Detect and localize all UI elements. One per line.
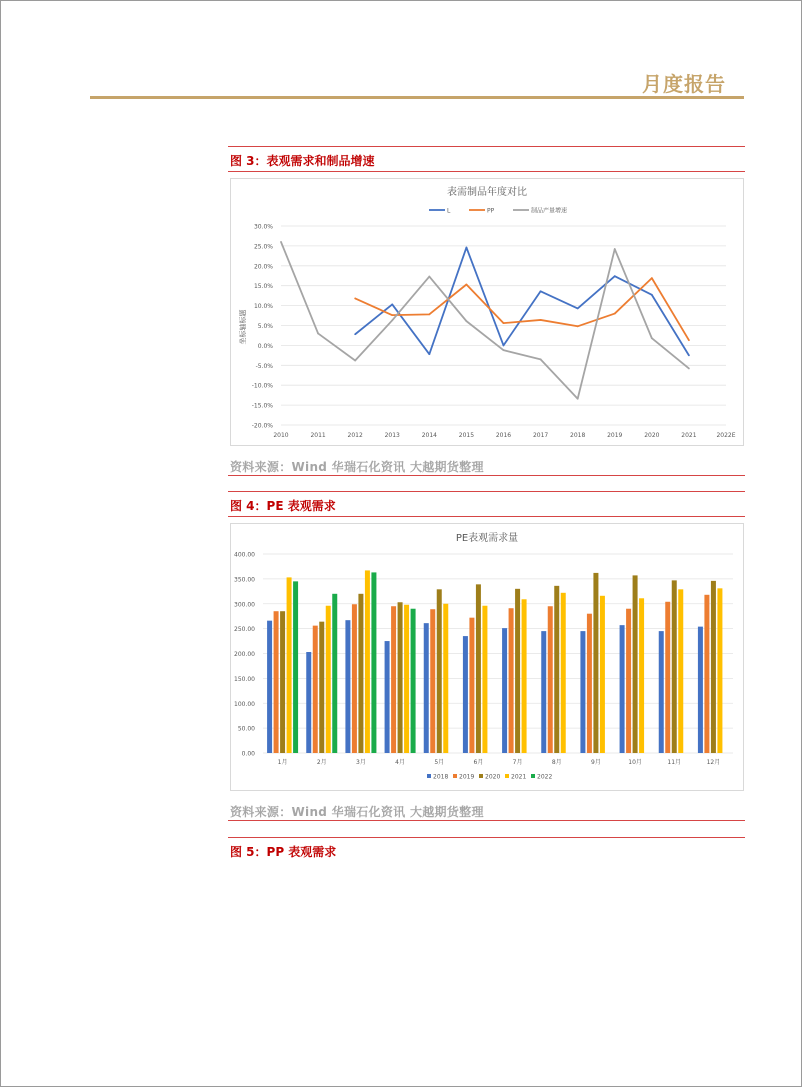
line-point (614, 313, 616, 315)
bar-2020 (515, 589, 520, 753)
bar-2020 (358, 594, 363, 753)
bar-chart-ytick: 100.00 (234, 700, 255, 708)
line-chart-ytick: 0.0% (257, 342, 273, 350)
bar-2019 (274, 611, 279, 753)
line-point (577, 325, 579, 327)
figure4-source: 资料来源：Wind 华瑞石化资讯 大越期货整理 (230, 805, 484, 819)
line-chart-xtick: 2019 (607, 432, 623, 439)
line-point (354, 333, 356, 335)
figure4-caption-rule (228, 516, 745, 517)
bar-chart-xtick: 12月 (706, 759, 721, 766)
line-point (317, 333, 319, 335)
line-point (428, 353, 430, 355)
line-point (428, 313, 430, 315)
line-chart-ytick: -20.0% (251, 422, 273, 430)
line-point (280, 241, 282, 243)
bar-chart-xtick: 4月 (395, 759, 405, 766)
bar-2020 (398, 602, 403, 753)
bar-2018 (620, 625, 625, 753)
bar-chart-ytick: 200.00 (234, 651, 255, 658)
line-point (614, 248, 616, 250)
bar-legend-swatch (505, 774, 509, 778)
line-point (391, 304, 393, 306)
bar-2021 (443, 604, 448, 753)
line-chart-xtick: 2013 (384, 432, 400, 439)
line-point (466, 284, 468, 286)
bar-2019 (391, 606, 396, 753)
line-point (688, 339, 690, 341)
line-chart-xtick: 2020 (644, 432, 660, 439)
line-point (614, 275, 616, 277)
bar-chart-xtick: 7月 (512, 759, 523, 766)
bar-chart-ytick: 250.00 (234, 626, 255, 634)
line-point (428, 276, 430, 278)
line-chart-xtick: 2011 (310, 432, 326, 439)
bar-2021 (561, 593, 566, 753)
line-point (466, 247, 468, 249)
bar-2018 (698, 627, 703, 753)
bar-2021 (600, 596, 605, 753)
bar-2021 (287, 577, 292, 753)
bar-2022 (371, 572, 376, 753)
line-chart (231, 179, 743, 445)
line-chart-xtick: 2010 (273, 432, 289, 439)
line-chart-ylabel: 坐标轴标题 (239, 309, 247, 345)
line-chart-ytick: 20.0% (253, 263, 273, 271)
bar-2019 (704, 595, 709, 753)
bar-2019 (509, 608, 514, 753)
bar-chart-ytick: 400.00 (234, 551, 255, 559)
bar-chart-ytick: 0.00 (241, 750, 255, 758)
bar-2018 (424, 623, 429, 753)
figure3-caption: 图 3：表观需求和制品增速 (230, 154, 375, 168)
bar-legend-label: 2019 (459, 773, 475, 781)
bar-2021 (639, 598, 644, 753)
bar-2020 (593, 573, 598, 753)
bar-2020 (280, 611, 285, 753)
bar-2021 (365, 570, 370, 753)
line-chart-xtick: 2022E (716, 432, 736, 439)
figure4-top-rule (228, 491, 745, 492)
line-chart-ytick: 10.0% (253, 303, 273, 311)
line-chart-xtick: 2015 (458, 432, 475, 439)
line-point (688, 354, 690, 356)
bar-chart-title: PE表观需求量 (455, 533, 519, 544)
line-chart-title: 表需制品年度对比 (447, 187, 527, 198)
bar-2018 (267, 621, 272, 753)
line-point (577, 307, 579, 309)
line-point (503, 349, 505, 351)
line-point (540, 358, 542, 360)
bar-2020 (711, 581, 716, 753)
line-legend-label: 制品产量增速 (531, 207, 568, 215)
line-point (391, 314, 393, 316)
bar-legend-swatch (427, 774, 431, 778)
line-chart-xtick: 2014 (421, 432, 437, 439)
bar-2019 (313, 626, 318, 753)
line-chart-xtick: 2021 (681, 432, 697, 439)
bar-chart-xtick: 11月 (667, 759, 682, 766)
bar-2019 (352, 604, 357, 753)
bar-2022 (332, 594, 337, 753)
figure5-caption: 图 5：PP 表观需求 (230, 845, 337, 859)
line-point (391, 319, 393, 321)
bar-2019 (626, 609, 631, 753)
bar-legend-label: 2022 (537, 773, 553, 781)
line-chart-ytick: 25.0% (253, 243, 273, 251)
bar-2019 (548, 606, 553, 753)
bar-chart (231, 524, 743, 790)
line-chart-ytick: -5.0% (255, 362, 273, 370)
figure3-bottom-rule (228, 475, 745, 476)
line-chart-ytick: 30.0% (253, 223, 273, 231)
line-point (540, 290, 542, 292)
bar-legend-swatch (453, 774, 457, 778)
line-point (577, 398, 579, 400)
bar-legend-swatch (531, 774, 535, 778)
bar-2021 (482, 606, 487, 753)
bar-chart-xtick: 3月 (356, 759, 366, 766)
bar-2020 (319, 622, 324, 753)
figure4-bottom-rule (228, 820, 745, 821)
bar-chart-xtick: 9月 (591, 759, 601, 766)
bar-2019 (469, 618, 474, 753)
bar-chart-ytick: 300.00 (234, 601, 255, 609)
bar-chart-ytick: 150.00 (234, 675, 255, 683)
bar-2020 (437, 589, 442, 753)
line-point (651, 277, 653, 279)
header-rule (90, 96, 744, 99)
bar-2022 (411, 609, 416, 753)
bar-2021 (404, 605, 409, 753)
line-chart-ytick: -15.0% (251, 402, 273, 410)
line-legend-label: L (447, 207, 451, 215)
bar-2018 (306, 652, 311, 753)
line-series-0 (355, 247, 689, 355)
line-chart-ytick: -10.0% (251, 382, 273, 390)
line-point (651, 337, 653, 339)
bar-2018 (541, 631, 546, 753)
line-point (540, 319, 542, 321)
bar-2021 (717, 588, 722, 753)
figure3-caption-rule (228, 171, 745, 172)
bar-2020 (554, 586, 559, 753)
figure5-top-rule (228, 837, 745, 838)
line-chart-xtick: 2016 (495, 432, 512, 439)
figure3-chart-box (230, 178, 744, 446)
bar-2018 (345, 620, 350, 753)
line-chart-ytick: 15.0% (253, 283, 273, 291)
line-chart-ytick: 5.0% (257, 323, 273, 330)
bar-2020 (672, 580, 677, 753)
bar-2018 (502, 628, 507, 753)
figure4-chart-box (230, 523, 744, 791)
bar-legend-swatch (479, 774, 483, 778)
bar-chart-xtick: 6月 (473, 759, 484, 766)
line-point (688, 368, 690, 370)
line-chart-xtick: 2018 (570, 432, 586, 439)
bar-chart-xtick: 10月 (628, 759, 642, 766)
bar-2018 (463, 636, 468, 753)
bar-2019 (430, 609, 435, 753)
figure3-source: 资料来源：Wind 华瑞石化资讯 大越期货整理 (230, 460, 484, 474)
line-point (651, 294, 653, 296)
bar-2020 (476, 584, 481, 753)
bar-2021 (522, 599, 527, 753)
bar-2018 (385, 641, 390, 753)
line-chart-xtick: 2012 (347, 432, 363, 439)
line-chart-xtick: 2017 (532, 432, 549, 439)
bar-chart-xtick: 1月 (277, 759, 288, 766)
line-point (503, 345, 505, 347)
bar-2018 (580, 631, 585, 753)
bar-chart-xtick: 2月 (316, 759, 327, 766)
bar-2019 (665, 602, 670, 753)
bar-2022 (293, 581, 298, 753)
bar-legend-label: 2018 (433, 773, 449, 781)
bar-legend-label: 2020 (485, 773, 501, 781)
bar-2021 (678, 589, 683, 753)
bar-chart-ytick: 50.00 (237, 725, 255, 733)
line-point (466, 320, 468, 322)
bar-chart-xtick: 8月 (551, 759, 562, 766)
bar-legend-label: 2021 (511, 773, 527, 781)
figure3-top-rule (228, 146, 745, 147)
bar-chart-xtick: 5月 (434, 759, 445, 766)
bar-chart-ytick: 350.00 (234, 576, 255, 584)
figure4-caption: 图 4：PE 表观需求 (230, 499, 336, 513)
line-point (354, 360, 356, 362)
line-point (354, 298, 356, 300)
bar-2019 (587, 614, 592, 753)
report-title: 月度报告 (642, 72, 726, 96)
line-point (503, 322, 505, 324)
line-legend-label: PP (487, 207, 495, 215)
bar-2018 (659, 631, 664, 753)
bar-2020 (633, 575, 638, 753)
bar-2021 (326, 606, 331, 753)
